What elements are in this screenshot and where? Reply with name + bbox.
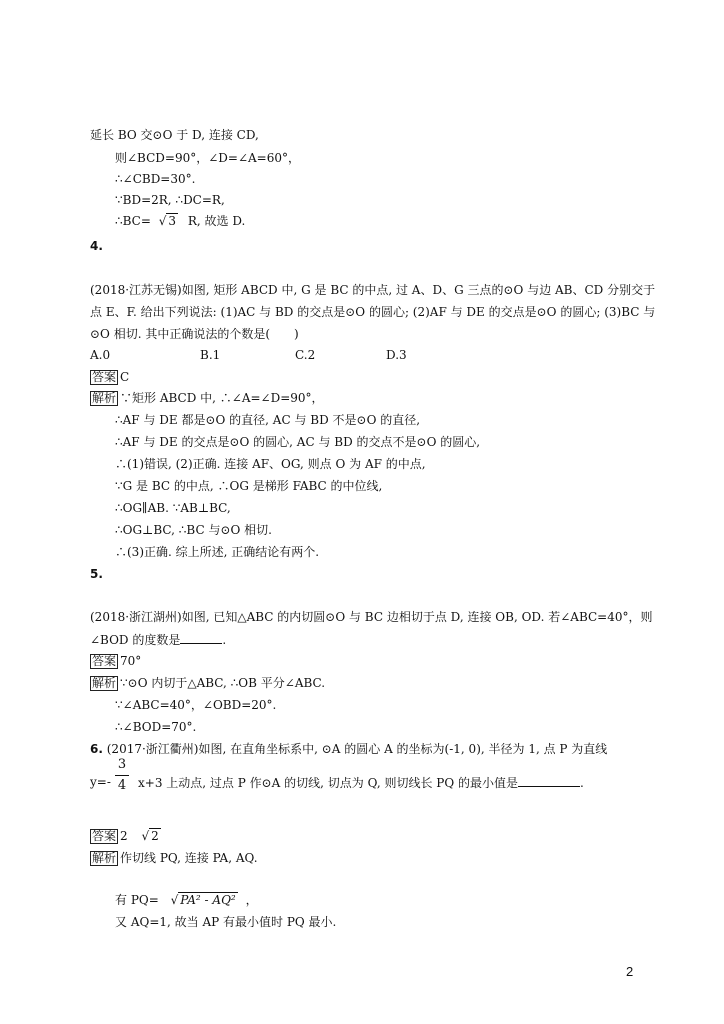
option-d: D.3	[386, 348, 407, 362]
question-text: 点 E、F. 给出下列说法: (1)AC 与 BD 的交点是⊙O 的圆心; (2)AF 与 DE 的交点是⊙O 的圆心; (3)BC 与	[90, 305, 656, 319]
question-text: (2018·浙江湖州)如图, 已知△ABC 的内切圆⊙O 与 BC 边相切于点 D, 连接 OB, OD. 若∠ABC=40°，则	[90, 610, 653, 624]
text-fragment: ，	[245, 893, 258, 907]
radicand: PA² - AQ²	[180, 893, 236, 907]
answer-line	[90, 828, 161, 844]
text-line: 则∠BCD=90°，∠D=∠A=60°，	[115, 151, 300, 165]
option-b: B.1	[200, 348, 221, 362]
text-line: ∴(3)正确. 综上所述, 正确结论有两个.	[115, 545, 320, 559]
text-line: ∴∠CBD=30°.	[115, 172, 196, 186]
fraction-denominator: 4	[117, 778, 127, 793]
fraction-numerator: 3	[117, 757, 127, 772]
text-line: ∴AF 与 DE 的交点是⊙O 的圆心, AC 与 BD 的交点不是⊙O 的圆心,	[115, 435, 481, 449]
question-text: (2017·浙江衢州)如图, 在直角坐标系中, ⊙A 的圆心 A 的坐标为(-1, 0), 半径为 1, 点 P 为直线	[106, 742, 608, 756]
text-fragment: x+3 上动点, 过点 P 作⊙A 的切线, 切点为 Q, 则切线长 PQ 的最小值是	[138, 776, 518, 790]
question-line	[90, 741, 607, 757]
answer-tag: 答案	[92, 829, 117, 843]
text-line: ∴(1)错误, (2)正确. 连接 AF、OG, 则点 O 为 AF 的中点,	[115, 457, 426, 471]
text-line: ∴AF 与 DE 都是⊙O 的直径, AC 与 BD 不是⊙O 的直径,	[115, 413, 421, 427]
sqrt-expression: √ 2	[141, 829, 159, 843]
question-text: (2018·江苏无锡)如图, 矩形 ABCD 中, G 是 BC 的中点, 过 A、D、G 三点的⊙O 与边 AB、CD 分别交于	[90, 283, 656, 297]
option-c: C.2	[295, 348, 316, 362]
text-fragment: .	[222, 633, 227, 647]
text-line: ∵G 是 BC 的中点, ∴OG 是梯形 FABC 的中位线,	[115, 479, 383, 493]
explanation-line	[90, 850, 258, 866]
text-fragment: ∠BOD 的度数是	[90, 633, 181, 647]
text-line: ∴OG∥AB. ∵AB⊥BC,	[115, 501, 231, 515]
text-fragment: ∴BC=	[115, 214, 151, 228]
answer-blank	[518, 774, 580, 787]
text-fragment: ∵⊙O 内切于△ABC, ∴OB 平分∠ABC.	[120, 676, 326, 690]
line-equation-prefix: y=-	[90, 775, 111, 789]
sqrt-expression: √ PA² - AQ²	[170, 893, 236, 907]
answer-value: 70°	[120, 654, 142, 668]
answer-value: C	[120, 370, 130, 384]
explanation-tag: 解析	[92, 676, 117, 690]
text-fragment: ∵矩形 ABCD 中, ∴∠A=∠D=90°，	[120, 391, 324, 405]
answer-line	[90, 653, 141, 669]
text-fragment: .	[580, 776, 584, 790]
text-line: 又 AQ=1, 故当 AP 有最小值时 PQ 最小.	[115, 915, 337, 929]
answer-tag: 答案	[92, 370, 117, 384]
text-line: ∴∠BOD=70°.	[115, 720, 197, 734]
option-a: A.0	[90, 348, 111, 362]
text-fragment: R, 故选 D.	[187, 214, 246, 228]
question-text	[138, 774, 584, 791]
question-text	[90, 631, 226, 648]
explanation-tag: 解析	[92, 391, 117, 405]
answer-blank	[180, 631, 222, 644]
answer-tag: 答案	[92, 654, 117, 668]
text-line	[115, 892, 258, 908]
text-fragment: 有 PQ=	[115, 893, 159, 907]
text-fragment: 作切线 PQ, 连接 PA, AQ.	[120, 851, 258, 865]
answer-line	[90, 369, 129, 385]
text-line: ∵∠ABC=40°，∠OBD=20°.	[115, 698, 277, 712]
page-number: 2	[626, 964, 634, 979]
question-number: 5.	[90, 567, 103, 581]
radicand: 2	[151, 829, 159, 843]
explanation-tag: 解析	[92, 851, 117, 865]
text-line: 延长 BO 交⊙O 于 D, 连接 CD,	[90, 128, 259, 142]
text-line: ∵BD=2R, ∴DC=R,	[115, 193, 225, 207]
question-number: 4.	[90, 239, 103, 253]
sqrt-expression: √ 3	[158, 214, 177, 228]
text-line	[115, 213, 245, 229]
question-number: 6.	[90, 742, 103, 756]
answer-value: 2	[120, 829, 128, 843]
explanation-line	[90, 675, 325, 691]
radicand: 3	[168, 214, 177, 228]
fraction-bar	[115, 775, 129, 776]
question-text: ⊙O 相切. 其中正确说法的个数是( )	[90, 327, 299, 341]
explanation-line	[90, 390, 324, 406]
text-line: ∴OG⊥BC, ∴BC 与⊙O 相切.	[115, 523, 272, 537]
